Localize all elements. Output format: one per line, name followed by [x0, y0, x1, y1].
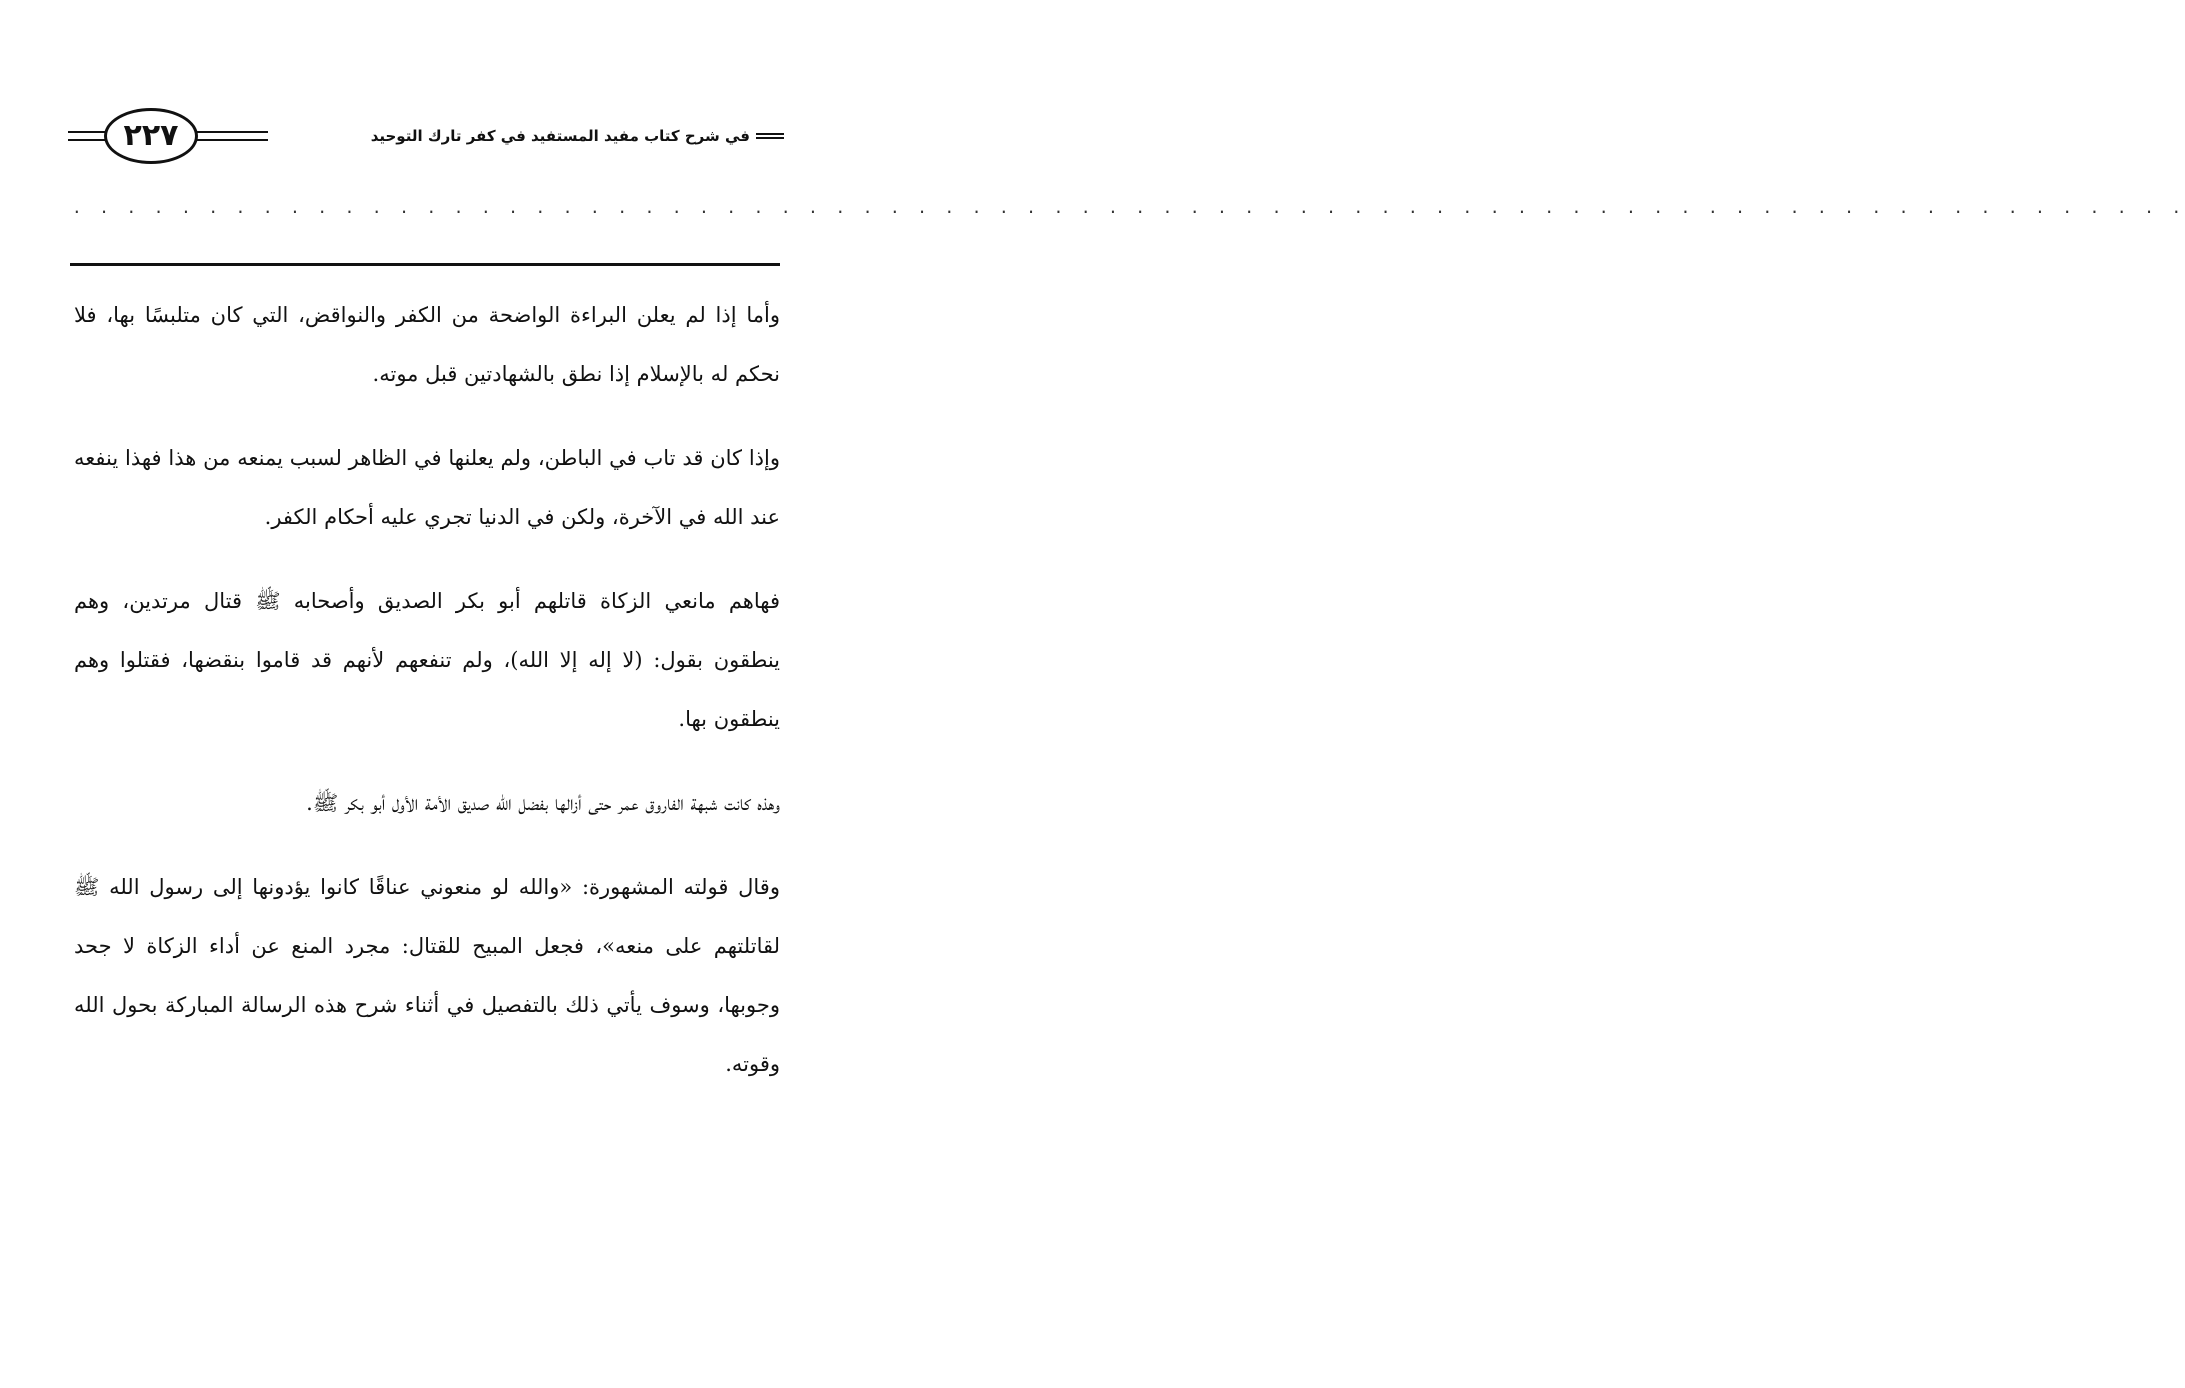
paragraph-4: وهذه كانت شبهة الفاروق عمر حتى أزالها بفضل الله صديق الأمة الأول أبو بكر ﷺ. — [306, 791, 780, 815]
header-double-rule-right — [194, 131, 268, 141]
running-header — [68, 108, 784, 164]
header-double-rule-title — [756, 133, 784, 139]
paragraph-2: وإذا كان قد تاب في الباطن، ولم يعلنها في الظاهر لسبب يمنعه من هذا فهذا ينفعه عند الله في الآخرة، ولكن في الدنيا تجري عليه أحكام الكفر. — [74, 446, 780, 529]
page-number: ٢٢٧ — [104, 108, 198, 164]
header-double-rule-left — [68, 131, 108, 141]
running-title-block — [371, 108, 784, 164]
paragraph-5: وقال قولته المشهورة: «والله لو منعوني عناقًا كانوا يؤدونها إلى رسول الله ﷺ لقاتلتهم على منعه»، فجعل المبيح للقتال: مجرد المنع عن أداء الزكاة لا جحد وجوبها، وسوف يأتي ذلك بالتفصيل في أثناء شرح هذه الرسالة المباركة بحول الله وقوته. — [74, 875, 780, 1076]
page-number-ornament — [68, 108, 268, 164]
footnote-dotted-separator: . . . . . . . . . . . . . . . . . . . . . . . . . . . . . . . . . . . . . . . . . . . . . . . . . . . . . . . . . . . . . . . . . . . . . . . . . . . . . . — [72, 198, 2185, 217]
paragraph-1: وأما إذا لم يعلن البراءة الواضحة من الكفر والنواقض، التي كان متلبسًا بها، فلا نحكم له بالإسلام إذا نطق بالشهادتين قبل موته. — [74, 303, 780, 386]
paragraph-3: فهاهم مانعي الزكاة قاتلهم أبو بكر الصديق وأصحابه ﷺ قتال مرتدين، وهم ينطقون بقول: (لا إله إلا الله)، ولم تنفعهم لأنهم قد قاموا بنقضها، فقتلوا وهم ينطقون بها. — [74, 589, 780, 731]
horizontal-rule — [70, 263, 780, 266]
body-text — [74, 286, 780, 1094]
running-title: في شرح كتاب مفيد المستفيد في كفر تارك التوحيد — [370, 127, 750, 145]
